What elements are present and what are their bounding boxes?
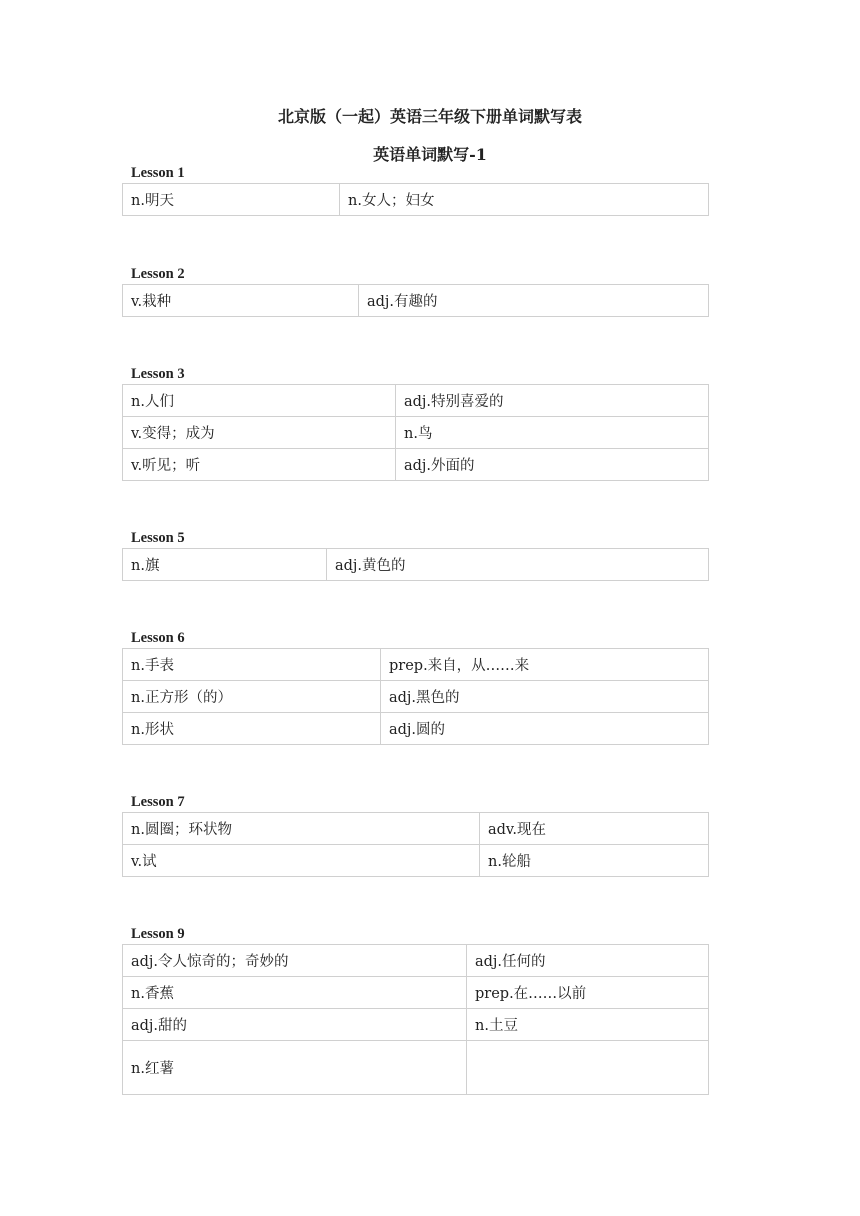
vocab-cell: adj.有趣的 — [359, 285, 709, 317]
table-row — [123, 649, 709, 681]
vocab-cell: n.圆圈；环状物 — [123, 813, 480, 845]
vocab-cell: prep.在……以前 — [467, 977, 709, 1009]
vocab-cell: n.女人；妇女 — [340, 184, 709, 216]
vocab-cell: adj.外面的 — [396, 449, 709, 481]
vocab-cell: adj.甜的 — [123, 1009, 467, 1041]
lesson-2-section — [122, 264, 709, 317]
vocab-cell: adj.令人惊奇的；奇妙的 — [123, 945, 467, 977]
table-row — [123, 417, 709, 449]
vocab-cell: n.香蕉 — [123, 977, 467, 1009]
vocab-cell-empty — [467, 1041, 709, 1095]
table-row — [123, 681, 709, 713]
table-row — [123, 813, 709, 845]
vocab-cell: n.轮船 — [480, 845, 709, 877]
vocab-cell: v.听见；听 — [123, 449, 396, 481]
lesson-9-section — [122, 924, 709, 1095]
vocab-cell: n.鸟 — [396, 417, 709, 449]
lesson-7-section — [122, 792, 709, 877]
vocab-table — [122, 284, 709, 317]
vocab-cell: v.栽种 — [123, 285, 359, 317]
vocab-table — [122, 183, 709, 216]
lesson-heading: Lesson 9 — [131, 926, 185, 942]
vocab-table — [122, 548, 709, 581]
table-row — [123, 285, 709, 317]
vocab-cell: n.旗 — [123, 549, 327, 581]
vocab-cell: n.手表 — [123, 649, 381, 681]
table-row — [123, 713, 709, 745]
vocab-cell: adv.现在 — [480, 813, 709, 845]
vocab-table — [122, 384, 709, 481]
table-row — [123, 977, 709, 1009]
vocab-cell: n.明天 — [123, 184, 340, 216]
table-row — [123, 845, 709, 877]
vocab-cell: adj.特别喜爱的 — [396, 385, 709, 417]
lesson-5-section — [122, 528, 709, 581]
lesson-heading: Lesson 2 — [131, 266, 185, 282]
vocab-cell: v.变得；成为 — [123, 417, 396, 449]
lesson-heading: Lesson 7 — [131, 794, 185, 810]
lesson-6-section — [122, 628, 709, 745]
table-row — [123, 184, 709, 216]
table-row — [123, 549, 709, 581]
vocab-cell: prep.来自，从……来 — [381, 649, 709, 681]
vocab-cell: adj.圆的 — [381, 713, 709, 745]
vocab-cell: adj.任何的 — [467, 945, 709, 977]
vocab-table — [122, 648, 709, 745]
table-row — [123, 945, 709, 977]
vocab-cell: v.试 — [123, 845, 480, 877]
vocab-cell: n.形状 — [123, 713, 381, 745]
document-title: 北京版（一起）英语三年级下册单词默写表 — [277, 107, 582, 126]
vocab-cell: adj.黑色的 — [381, 681, 709, 713]
document-subtitle: 英语单词默写-1 — [373, 145, 487, 164]
vocab-table — [122, 812, 709, 877]
table-row — [123, 449, 709, 481]
lesson-1-section — [122, 163, 709, 216]
lesson-3-section — [122, 364, 709, 481]
vocab-cell: n.人们 — [123, 385, 396, 417]
table-row — [123, 1009, 709, 1041]
table-row — [123, 1041, 709, 1095]
vocab-cell: adj.黄色的 — [327, 549, 709, 581]
lesson-heading: Lesson 1 — [131, 165, 185, 181]
vocab-table — [122, 944, 709, 1095]
vocab-cell: n.红薯 — [123, 1041, 467, 1095]
vocab-cell: n.正方形（的） — [123, 681, 381, 713]
lesson-heading: Lesson 3 — [131, 366, 185, 382]
lesson-heading: Lesson 5 — [131, 530, 185, 546]
lesson-heading: Lesson 6 — [131, 630, 185, 646]
vocab-cell: n.土豆 — [467, 1009, 709, 1041]
table-row — [123, 385, 709, 417]
